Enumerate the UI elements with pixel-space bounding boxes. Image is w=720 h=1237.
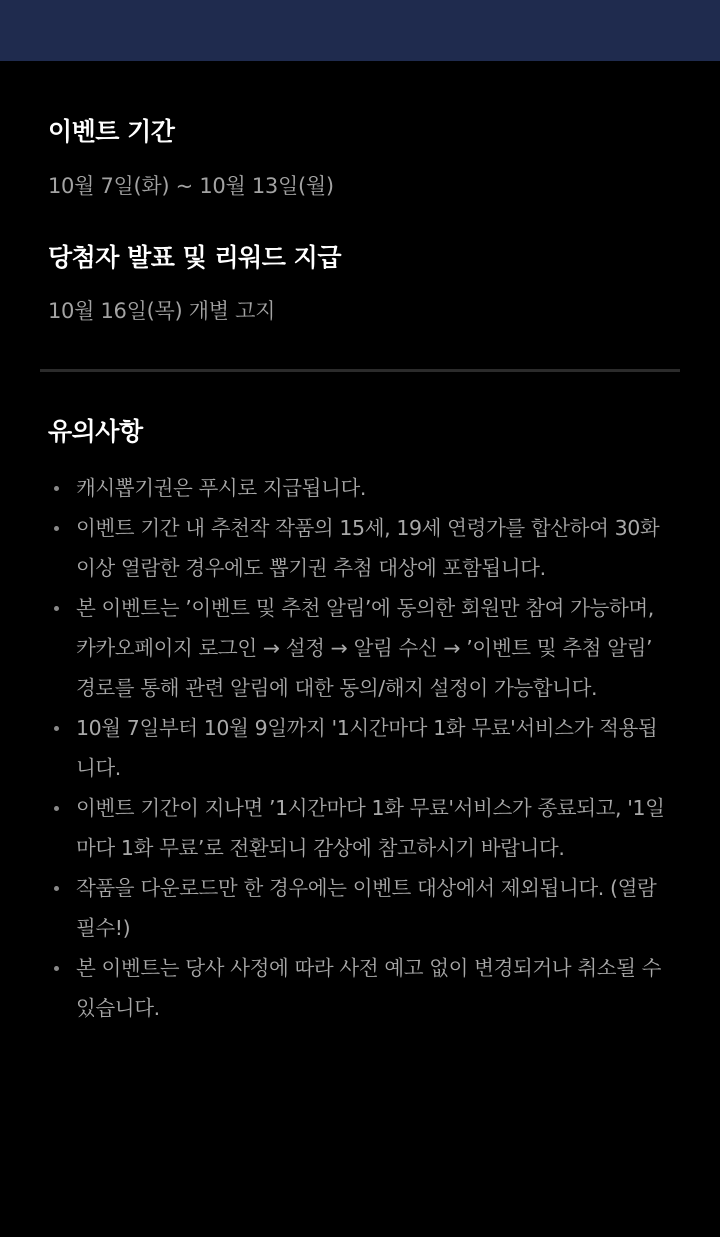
- notice-item: [48, 948, 672, 1028]
- winner-announcement-section: [48, 200, 672, 325]
- notice-title: 유의사항: [48, 417, 143, 446]
- notice-item: [48, 468, 672, 508]
- notice-item: [48, 868, 672, 948]
- bullet-icon: [54, 886, 59, 891]
- notice-item: [48, 508, 672, 588]
- bullet-icon: [54, 966, 59, 971]
- bullet-icon: [54, 606, 59, 611]
- notice-item: [48, 588, 672, 708]
- bullet-icon: [54, 806, 59, 811]
- bullet-icon: [54, 486, 59, 491]
- notice-item-text: 본 이벤트는 ’이벤트 및 추천 알림’에 동의한 회원만 참여 가능하며, 카카오페이지 로그인 → 설정 → 알림 수신 → ’이벤트 및 추첨 알림’ 경로를 통해 관련 알림에 대한 동의/해지 설정이 가능합니다.: [76, 596, 654, 700]
- bullet-icon: [54, 526, 59, 531]
- notice-item-text: 작품을 다운로드만 한 경우에는 이벤트 대상에서 제외됩니다. (열람 필수!): [76, 876, 657, 940]
- event-period-value: 10월 7일(화) ~ 10월 13일(월): [48, 174, 334, 198]
- winner-announcement-title: 당첨자 발표 및 리워드 지급: [48, 243, 341, 272]
- event-period-section: [48, 61, 672, 200]
- bullet-icon: [54, 726, 59, 731]
- event-info: [0, 61, 720, 325]
- notice-item-text: 10월 7일부터 10월 9일까지 '1시간마다 1화 무료'서비스가 적용됩니다.: [76, 716, 658, 780]
- notice-item-text: 본 이벤트는 당사 사정에 따라 사전 예고 없이 변경되거나 취소될 수 있습니다.: [76, 956, 662, 1020]
- notice-item-text: 이벤트 기간 내 추천작 작품의 15세, 19세 연령가를 합산하여 30화 이상 열람한 경우에도 뽑기권 추첨 대상에 포함됩니다.: [76, 516, 660, 580]
- event-period-title: 이벤트 기간: [48, 117, 175, 146]
- winner-announcement-value: 10월 16일(목) 개별 고지: [48, 299, 276, 323]
- notice-item: [48, 708, 672, 788]
- notice-item-text: 이벤트 기간이 지나면 ’1시간마다 1화 무료'서비스가 종료되고, '1일마다 1화 무료’로 전환되니 감상에 참고하시기 바랍니다.: [76, 796, 665, 860]
- notice-section: [0, 372, 720, 1028]
- top-header-bar: [0, 0, 720, 61]
- notice-item-text: 캐시뽑기권은 푸시로 지급됩니다.: [76, 476, 366, 500]
- notice-list: [48, 468, 672, 1028]
- notice-item: [48, 788, 672, 868]
